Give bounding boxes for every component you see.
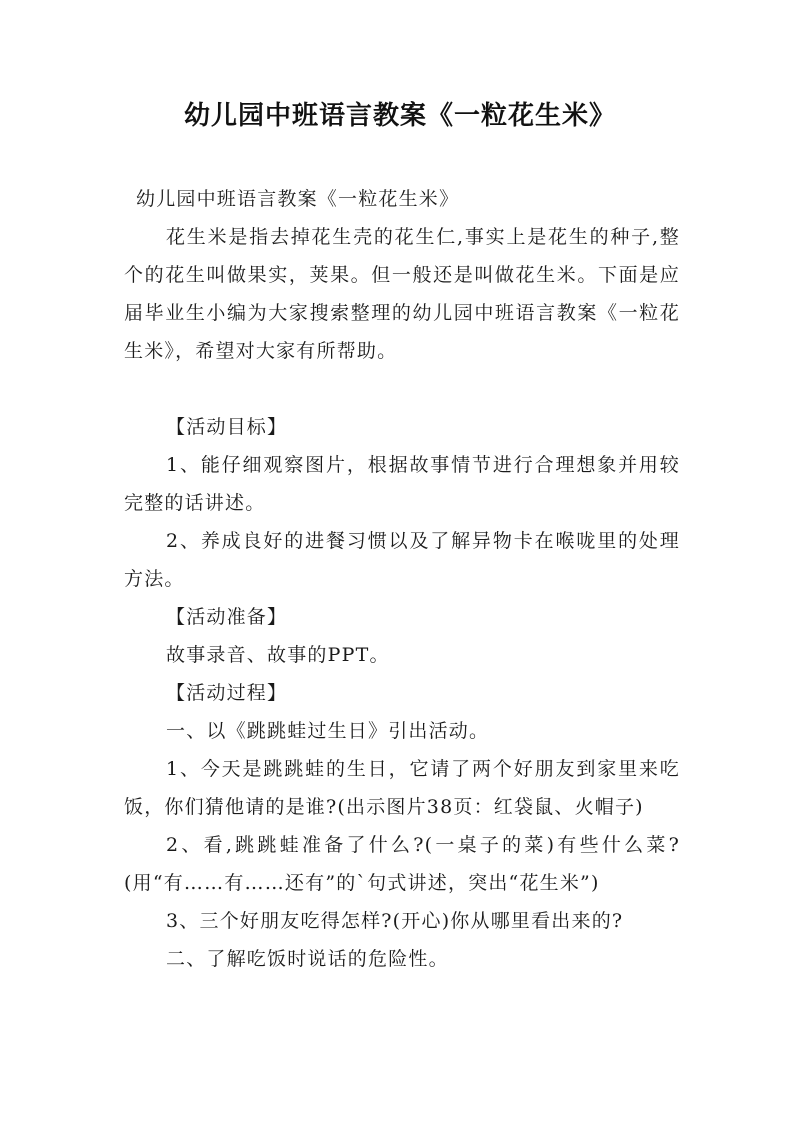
section-heading-process: 【活动过程】 (166, 682, 288, 704)
goal-item-1: 1、能仔细观察图片，根据故事情节进行合理想象并用较完整的话讲述。 (124, 454, 680, 514)
subtitle-paragraph: 幼儿园中班语言教案《一粒花生米》 (136, 188, 460, 210)
paragraph-gap (124, 370, 680, 408)
process-step-1: 一、以《跳跳蛙过生日》引出活动。 (166, 720, 490, 742)
intro-paragraph: 花生米是指去掉花生壳的花生仁,事实上是花生的种子,整个的花生叫做果实，荚果。但一般还是叫做花生米。下面是应届毕业生小编为大家搜索整理的幼儿园中班语言教案《一粒花生米》，希望对大家有所帮助。 (124, 226, 680, 362)
process-substep-3: 3、三个好朋友吃得怎样?(开心)你从哪里看出来的? (166, 910, 624, 932)
document-body (124, 180, 680, 978)
process-substep-2: 2、看,跳跳蛙准备了什么?(一桌子的菜)有些什么菜?(用“有……有……还有”的`句式讲述，突出“花生米”) (124, 834, 680, 894)
goal-item-2: 2、养成良好的进餐习惯以及了解异物卡在喉咙里的处理方法。 (124, 530, 680, 590)
section-heading-goals: 【活动目标】 (166, 416, 288, 438)
section-heading-preparation: 【活动准备】 (166, 606, 288, 628)
document-title: 幼儿园中班语言教案《一粒花生米》 (183, 101, 616, 131)
process-step-2: 二、了解吃饭时说话的危险性。 (166, 948, 449, 970)
preparation-item: 故事录音、故事的PPT。 (166, 644, 390, 666)
process-substep-1: 1、今天是跳跳蛙的生日，它请了两个好朋友到家里来吃饭，你们猜他请的是谁?(出示图片38页：红袋鼠、火帽子) (124, 758, 680, 818)
